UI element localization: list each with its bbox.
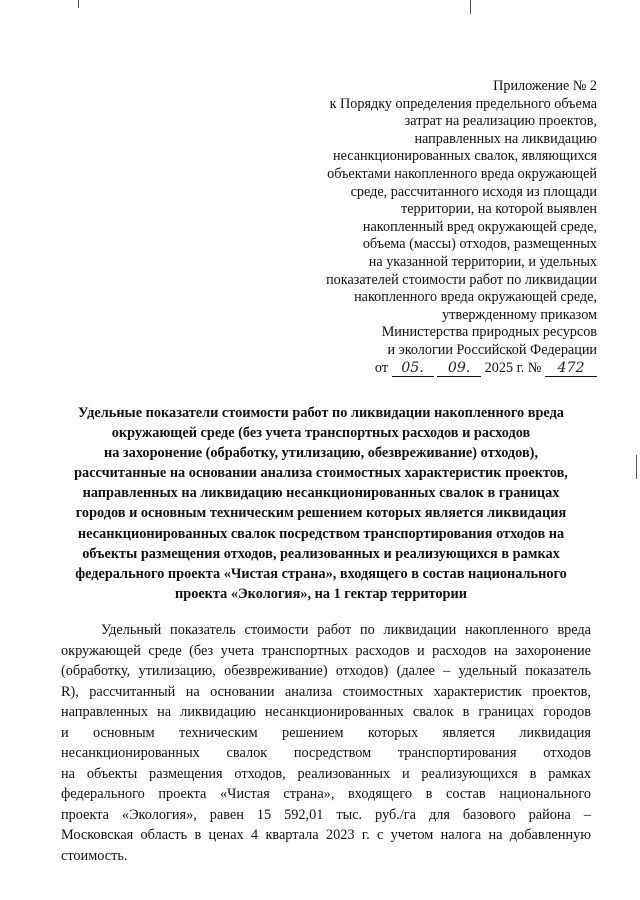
- paragraph-line: несанкционированных свалок посредством транспортирования отходов: [61, 745, 591, 761]
- appendix-line: направленных на ликвидацию: [414, 130, 597, 147]
- title-line: несанкционированных свалок посредством транспортирования отходов на: [77, 525, 565, 542]
- scan-artifact-mark: [636, 455, 637, 479]
- title-line: направленных на ликвидацию несанкционированных свалок в границах: [82, 485, 560, 502]
- appendix-line: затрат на реализацию проектов,: [404, 113, 597, 130]
- appendix-line: накопленный вред окружающей среде,: [362, 218, 597, 235]
- appendix-line: утвержденному приказом: [442, 306, 597, 323]
- appendix-line: показателей стоимости работ по ликвидации: [326, 271, 597, 288]
- paragraph-line: Удельный показатель стоимости работ по ликвидации накопленного вреда: [101, 622, 591, 638]
- paragraph-line: окружающей среде (без учета транспортных расходов и расходов на захоронение: [61, 642, 591, 659]
- paragraph-line: и основным техническим решением которых является ликвидация: [61, 724, 591, 741]
- paragraph-line: Московская область в ценах 4 квартала 2023 г. с учетом налога на добавленную: [61, 827, 591, 843]
- appendix-line: к Порядку определения предельного объема: [329, 95, 597, 112]
- paragraph-line: R), рассчитанный на основании анализа стоимостных характеристик проектов,: [61, 683, 591, 700]
- title-line: на захоронение (обработку, утилизацию, обезвреживание) отходов),: [103, 445, 539, 462]
- appendix-line: объектами накопленного вреда окружающей: [327, 165, 597, 182]
- scan-artifact-mark: [78, 0, 79, 8]
- title-line: федерального проекта «Чистая страна», входящего в состав национального: [75, 565, 567, 582]
- paragraph-line: федерального проекта «Чистая страна», входящего в состав национального: [61, 786, 591, 802]
- title-line: городов и основным техническим решением которых является ликвидация: [75, 505, 567, 522]
- title-line: проекта «Экология», на 1 гектар территории: [175, 585, 467, 602]
- appendix-line: Министерства природных ресурсов: [381, 324, 597, 341]
- order-day-handwritten: 05.: [392, 360, 434, 377]
- appendix-line: среде, рассчитанного исходя из площади: [350, 183, 597, 200]
- appendix-line: и экологии Российской Федерации: [387, 341, 597, 358]
- body-paragraph: [61, 620, 591, 866]
- title-line: окружающей среде (без учета транспортных расходов и расходов: [111, 425, 531, 442]
- appendix-line: Приложение № 2: [493, 78, 597, 94]
- appendix-line: на указанной территории, и удельных: [368, 253, 597, 270]
- order-number-handwritten: 472: [545, 360, 597, 377]
- order-date-line: [237, 360, 597, 378]
- title-line: объекты размещения отходов, реализованных и реализующихся в рамках: [82, 545, 560, 562]
- appendix-line: территории, на которой выявлен: [401, 201, 597, 218]
- order-month-handwritten: 09.: [437, 360, 481, 377]
- order-prefix: от: [374, 359, 389, 376]
- appendix-line: несанкционированных свалок, являющихся: [333, 148, 597, 165]
- order-year-text: 2025 г. №: [484, 359, 542, 376]
- paragraph-line: направленных на ликвидацию несанкционированных свалок в границах городов: [61, 704, 591, 720]
- appendix-line: объема (массы) отходов, размещенных: [362, 236, 597, 253]
- title-line: рассчитанные на основании анализа стоимостных характеристик проектов,: [74, 465, 568, 482]
- title-line: Удельные показатели стоимости работ по ликвидации накопленного вреда: [78, 405, 564, 421]
- paragraph-line: проекта «Экология», равен 15 592,01 тыс. руб./га для базового района –: [61, 806, 591, 823]
- paragraph-line: стоимость.: [61, 847, 128, 864]
- scan-artifact-mark: [470, 0, 471, 14]
- document-title: [50, 403, 592, 604]
- appendix-header: [237, 78, 597, 377]
- appendix-line: накопленного вреда окружающей среде,: [354, 289, 597, 306]
- paragraph-line: (обработку, утилизацию, обезвреживание) отходов) (далее – удельный показатель: [61, 663, 591, 679]
- paragraph-line: на объекты размещения отходов, реализованных и реализующихся в рамках: [61, 765, 591, 782]
